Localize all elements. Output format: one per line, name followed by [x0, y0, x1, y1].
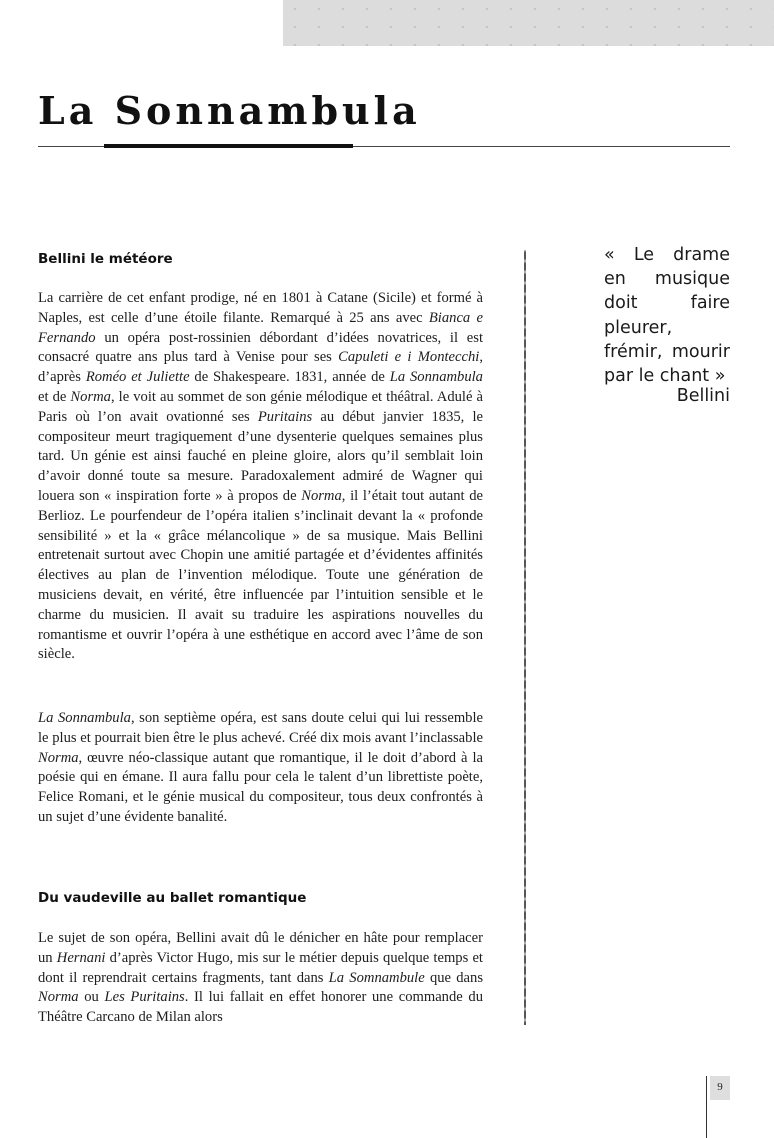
italic-title: La Sonnambula	[38, 710, 131, 726]
title-underline	[104, 144, 353, 148]
text-run: , œuvre néo-classique autant que romantique, il le doit d’abord à la poésie qui en émane. Il aura fallu pour cela le talent d’un librettiste poète, Felice Romani, et le génie musical du compositeur, tous deux confrontés à un sujet d’une évidente banalité.	[38, 749, 483, 825]
italic-title: La Sonnambula	[389, 369, 483, 386]
header-band	[283, 0, 774, 46]
footer-rule	[706, 1076, 707, 1138]
text-run: , le voit au sommet de son génie mélodique et théâtral. Adulé à Paris où l’on avait ovationné ses	[38, 388, 483, 425]
text-run: La carrière de cet enfant prodige, né en 1801 à Catane (Sicile) et formé à Naples, est celle d’une étoile filante. Remarqué à 25 ans avec	[38, 290, 483, 326]
italic-title: Capuleti e i Montecchi	[338, 349, 480, 366]
italic-title: Norma	[38, 749, 79, 766]
section-heading-bellini: Bellini le météore	[38, 251, 173, 267]
paragraph	[38, 929, 483, 1028]
pull-quote: « Le drame en musique doit faire pleurer, frémir, mourir par le chant »	[604, 245, 730, 387]
italic-title: Norma	[70, 388, 111, 405]
italic-title: Les Puritains	[104, 989, 185, 1006]
quote-author: Bellini	[676, 386, 730, 406]
text-run: , il l’était tout autant de Berlioz. Le pourfendeur de l’opéra italien s’inclinait devant la « profonde sensibilité » et la « grâce mélancolique » de sa musique. Mais Bellini entretenait surtout avec Chopin une amitié partagée et d’évidentes affinités électives au plan de l’invention mélodique. Toute une génération de musiciens devait, en vérité, être influencée par l’intuition sensible et le charme du musicien. Il avait su traduire les aspirations nouvelles du romantisme et ouvrir l’opéra à une esthétique en accord avec l’âme de son siècle.	[38, 487, 483, 663]
paragraph	[38, 709, 483, 828]
text-run: , d’après	[38, 349, 483, 386]
page-title: La Sonnambula	[38, 88, 421, 133]
text-run: et de	[38, 388, 71, 405]
text-run: de Shakespeare. 1831, année de	[189, 369, 390, 386]
italic-title: La Somnambule	[328, 969, 425, 986]
text-run: Le sujet de son opéra, Bellini avait dû le dénicher en hâte pour remplacer un	[38, 930, 483, 966]
text-run: ou	[78, 989, 105, 1006]
column-divider	[524, 250, 526, 1025]
text-run: un opéra post-rossinien débordant d’idées novatrices, il est consacré quatre ans plus tard à Venise pour ses	[38, 329, 483, 366]
italic-title: Hernani	[56, 949, 106, 966]
text-run: d’après Victor Hugo, mis sur le métier depuis quelque temps et dont il reprendrait certains fragments, tant dans	[38, 949, 483, 986]
text-run: . Il lui fallait en effet honorer une commande du Théâtre Carcano de Milan alors	[38, 989, 484, 1026]
italic-title: Bianca e Fernando	[38, 309, 483, 346]
text-run: , son septième opéra, est sans doute celui qui lui ressemble le plus et pourrait bien être le plus achevé. Créé dix mois avant l’inclassable	[38, 710, 483, 746]
italic-title: Puritains	[257, 408, 313, 425]
text-run: au début janvier 1835, le compositeur meurt tragiquement d’une dysenterie quelques semaines plus tard. Un génie est ainsi fauché en pleine gloire, alors qu’il semblait loin d’avoir donné toute sa mesure. Paradoxalement admiré de Wagner qui louera son « inspiration forte » à propos de	[38, 408, 483, 504]
italic-title: Norma	[301, 487, 342, 504]
section-heading-vaudeville: Du vaudeville au ballet romantique	[38, 890, 307, 906]
paragraph	[38, 289, 483, 665]
italic-title: Roméo et Juliette	[85, 369, 190, 386]
italic-title: Norma	[38, 989, 79, 1006]
page-number: 9	[710, 1076, 730, 1100]
text-run: que dans	[424, 969, 483, 986]
